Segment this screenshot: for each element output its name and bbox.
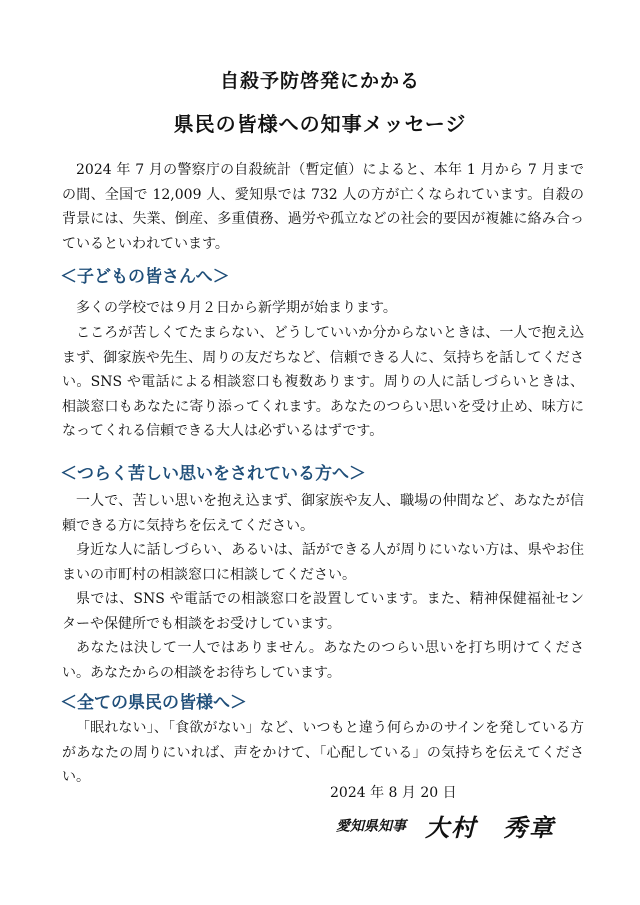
signature-block: [336, 808, 555, 843]
section-heading-suffering: ＜つらく苦しい思いをされている方へ＞: [60, 464, 366, 484]
suffering-paragraph-3: 県では、SNS や電話での相談窓口を設置しています。また、精神保健福祉センターや保健所でも相談をお受けしています。: [62, 591, 584, 632]
section-heading-all-residents: ＜全ての県民の皆様へ＞: [60, 693, 247, 713]
signature-title: 愛知県知事: [336, 818, 406, 835]
page-title-line1: 自殺予防啓発にかかる: [219, 70, 420, 92]
residents-paragraph-1: 「眠れない」、「食欲がない」など、いつもと違う何らかのサインを発している方があなたの周りにいれば、声をかけて、「心配している」の気持ちを伝えてください。: [62, 720, 584, 785]
page-title-line2: 県民の皆様への知事メッセージ: [173, 112, 467, 136]
suffering-paragraph-1: 一人で、苦しい思いを抱え込まず、御家族や友人、職場の仲間など、あなたが信頼できる方に気持ちを伝えてください。: [62, 493, 584, 534]
children-paragraph-1: 多くの学校では９月２日から新学期が始まります。: [76, 300, 397, 316]
signature-name: 大村 秀章: [425, 813, 556, 842]
message-date: 2024 年 8 月 20 日: [330, 785, 457, 801]
section-heading-children: ＜子どもの皆さんへ＞: [60, 267, 230, 287]
suffering-paragraph-4: あなたは決して一人ではありません。あなたのつらい思いを打ち明けてください。あなたからの相談をお待ちしています。: [62, 640, 584, 681]
suffering-paragraph-2: 身近な人に話しづらい、あるいは、話ができる人が周りにいない方は、県やお住まいの市町村の相談窓口に相談してください。: [62, 542, 584, 583]
intro-paragraph: 2024 年 7 月の警察庁の自殺統計（暫定値）によると、本年 1 月から 7 月までの間、全国で 12,009 人、愛知県では 732 人の方が亡くなられています。自殺の背景には、失業、倒産、多重債務、過労や孤立などの社会的要因が複雑に絡み合っているといわれています。: [62, 162, 584, 252]
children-paragraph-2: こころが苦しくてたまらない、どうしていいか分からないときは、一人で抱え込まず、御家族や先生、周りの友だちなど、信頼できる人に、気持ちを話してください。SNS や電話による相談窓口も複数あります。周りの人に話しづらいときは、相談窓口もあなたに寄り添ってくれます。あなたのつらい思いを受け止め、味方になってくれる信頼できる大人は必ずいるはずです。: [62, 325, 584, 439]
